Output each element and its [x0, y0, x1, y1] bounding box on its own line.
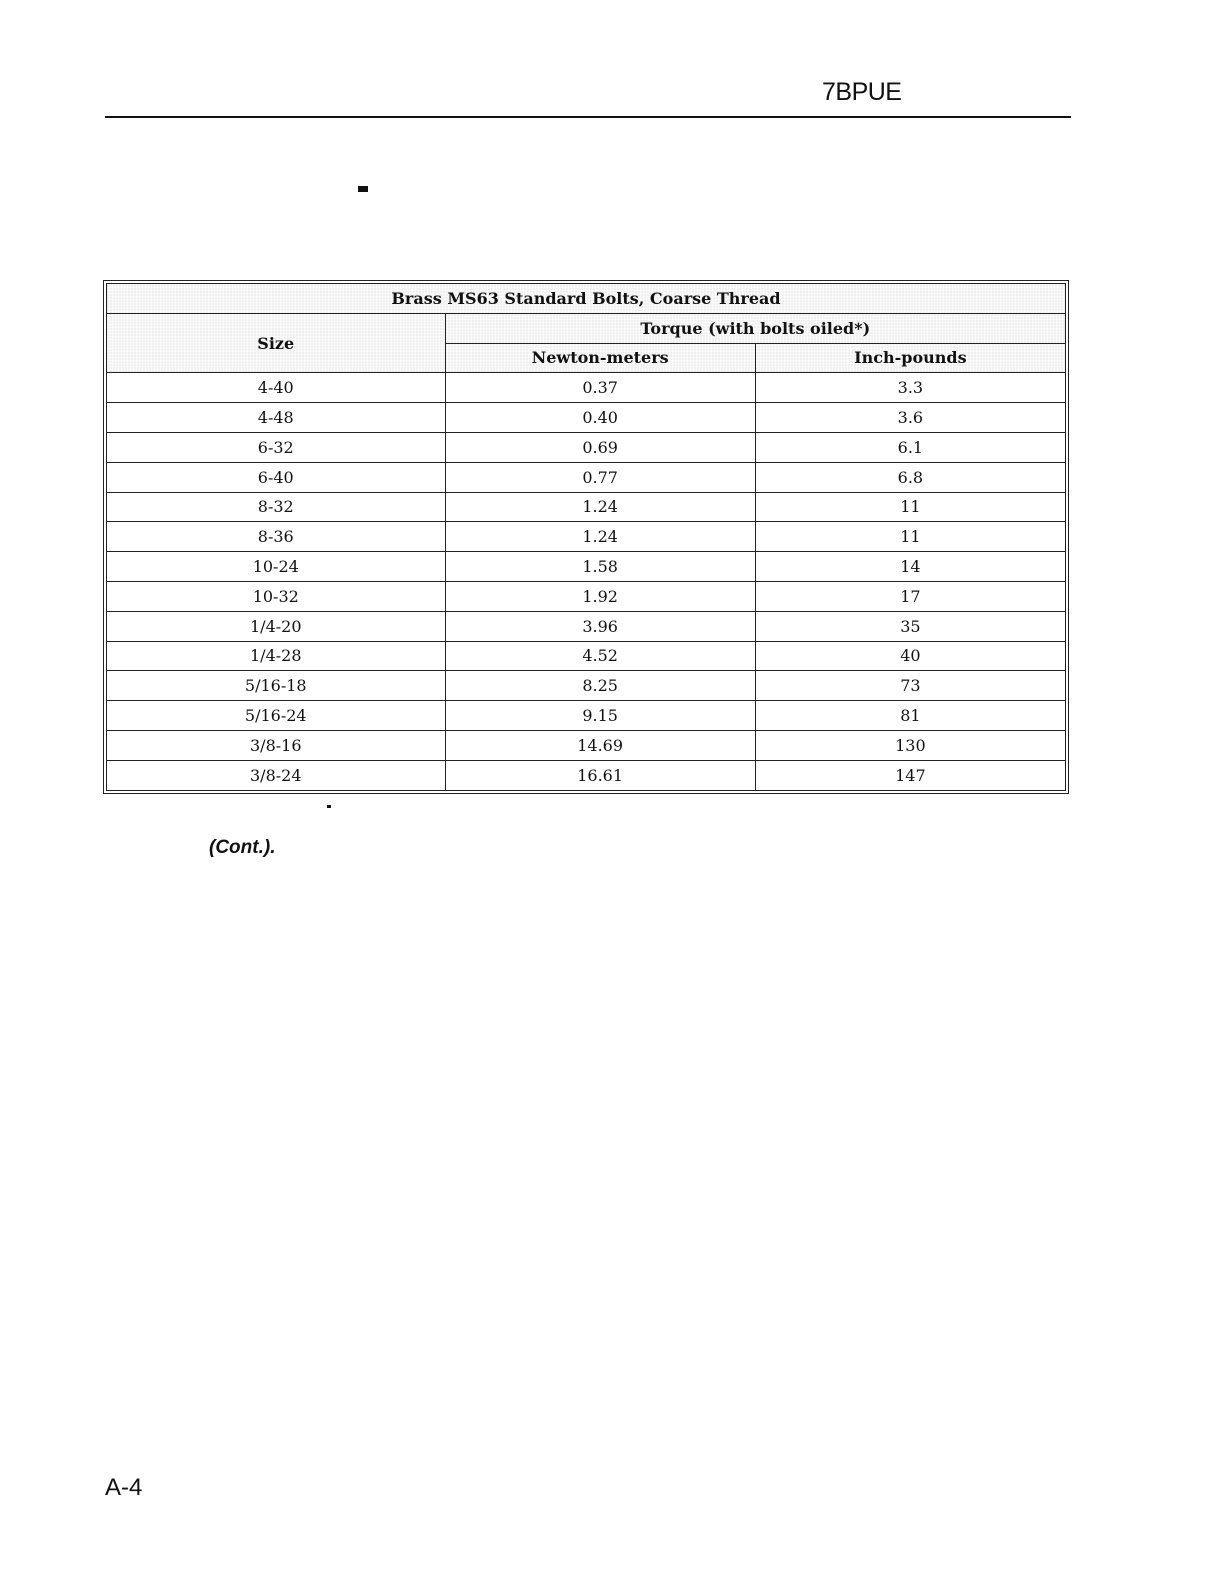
dash-mark: [327, 805, 331, 808]
size-cell: 5/16-18: [107, 671, 446, 701]
table-row: [107, 492, 1066, 522]
table-row: [107, 432, 1066, 462]
newton-meters-cell: 16.61: [445, 760, 755, 790]
inch-pounds-cell: 35: [755, 611, 1065, 641]
newton-meters-cell: 4.52: [445, 641, 755, 671]
page-number: A-4: [105, 1474, 143, 1501]
newton-meters-cell: 1.24: [445, 492, 755, 522]
inch-pounds-cell: 6.8: [755, 462, 1065, 492]
table-row: [107, 701, 1066, 731]
size-cell: 10-32: [107, 581, 446, 611]
size-cell: 1/4-28: [107, 641, 446, 671]
table-row: [107, 611, 1066, 641]
table-row: [107, 522, 1066, 552]
table-row: [107, 671, 1066, 701]
continued-label: (Cont.).: [209, 837, 276, 858]
torque-table: [106, 283, 1066, 791]
newton-meters-cell: 0.37: [445, 373, 755, 403]
table-row: [107, 403, 1066, 433]
newton-meters-cell: 8.25: [445, 671, 755, 701]
newton-meters-cell: 1.24: [445, 522, 755, 552]
inch-pounds-cell: 73: [755, 671, 1065, 701]
newton-meters-column-header: Newton-meters: [445, 343, 755, 373]
size-cell: 8-32: [107, 492, 446, 522]
table-row: [107, 552, 1066, 582]
inch-pounds-column-header: Inch-pounds: [755, 343, 1065, 373]
size-cell: 4-40: [107, 373, 446, 403]
inch-pounds-cell: 130: [755, 730, 1065, 760]
size-cell: 6-40: [107, 462, 446, 492]
size-cell: 10-24: [107, 552, 446, 582]
table-row: [107, 373, 1066, 403]
table-row: [107, 462, 1066, 492]
size-cell: 3/8-16: [107, 730, 446, 760]
table-row: [107, 730, 1066, 760]
newton-meters-cell: 3.96: [445, 611, 755, 641]
torque-table-frame: [103, 280, 1069, 794]
inch-pounds-cell: 6.1: [755, 432, 1065, 462]
newton-meters-cell: 14.69: [445, 730, 755, 760]
newton-meters-cell: 1.92: [445, 581, 755, 611]
document-code: 7BPUE: [822, 78, 902, 106]
dash-mark: [358, 186, 368, 192]
inch-pounds-cell: 14: [755, 552, 1065, 582]
size-cell: 6-32: [107, 432, 446, 462]
size-cell: 1/4-20: [107, 611, 446, 641]
inch-pounds-cell: 81: [755, 701, 1065, 731]
table-header-row: [107, 313, 1066, 343]
inch-pounds-cell: 3.6: [755, 403, 1065, 433]
inch-pounds-cell: 3.3: [755, 373, 1065, 403]
inch-pounds-cell: 40: [755, 641, 1065, 671]
newton-meters-cell: 0.40: [445, 403, 755, 433]
size-cell: 4-48: [107, 403, 446, 433]
inch-pounds-cell: 147: [755, 760, 1065, 790]
newton-meters-cell: 1.58: [445, 552, 755, 582]
newton-meters-cell: 0.77: [445, 462, 755, 492]
table-title-row: [107, 284, 1066, 314]
newton-meters-cell: 9.15: [445, 701, 755, 731]
table-row: [107, 760, 1066, 790]
newton-meters-cell: 0.69: [445, 432, 755, 462]
torque-column-header: Torque (with bolts oiled*): [445, 313, 1065, 343]
size-cell: 5/16-24: [107, 701, 446, 731]
table-title: Brass MS63 Standard Bolts, Coarse Thread: [107, 284, 1066, 314]
size-cell: 8-36: [107, 522, 446, 552]
table-body: [107, 373, 1066, 790]
inch-pounds-cell: 11: [755, 492, 1065, 522]
size-cell: 3/8-24: [107, 760, 446, 790]
size-column-header: Size: [107, 313, 446, 373]
inch-pounds-cell: 11: [755, 522, 1065, 552]
table-row: [107, 581, 1066, 611]
table-row: [107, 641, 1066, 671]
header-rule: [105, 116, 1071, 118]
inch-pounds-cell: 17: [755, 581, 1065, 611]
